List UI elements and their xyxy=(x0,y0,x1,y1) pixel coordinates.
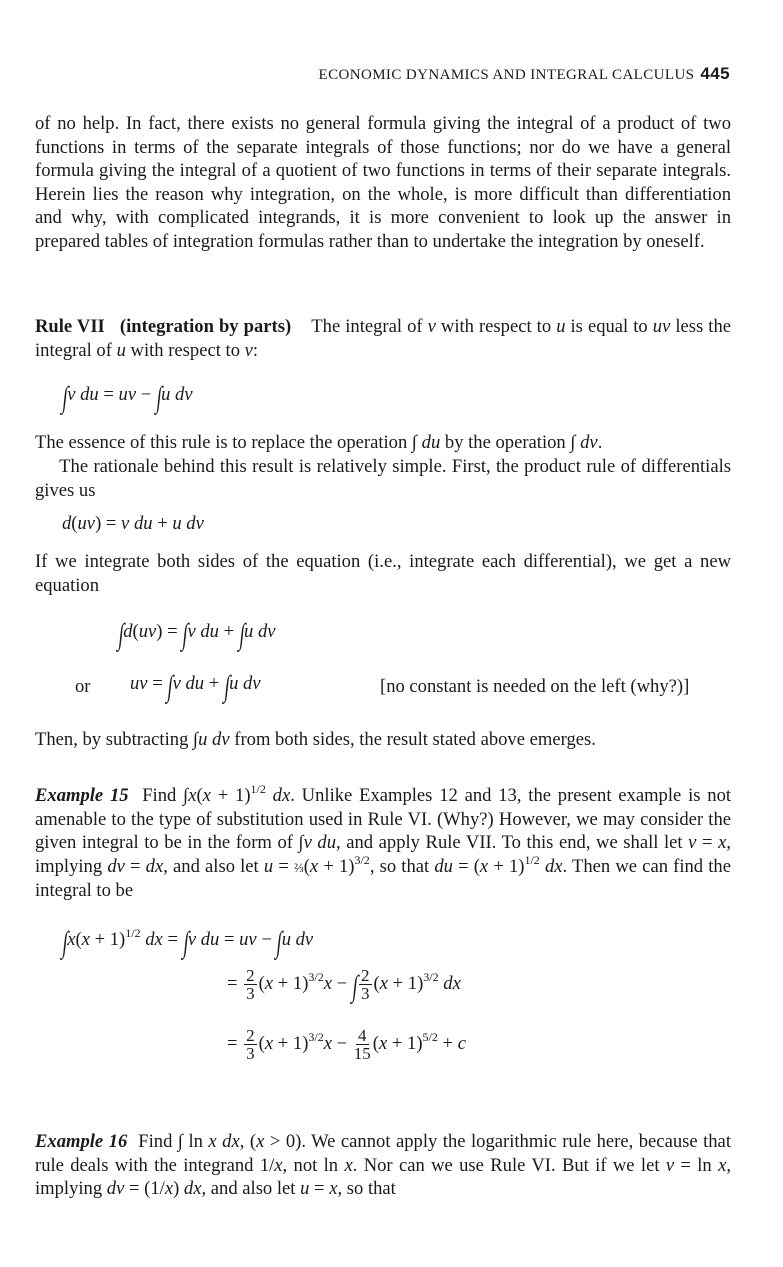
equation-ex15-line3: = $\frac{2}{3}$ $(x + 1)^{3/2}x$ − $\frac{4}{15}$ $(x + 1)^{5/2} + c$ xyxy=(227,1026,466,1063)
example-text: , implying xyxy=(35,1154,731,1200)
example-text: . Unlike Examples 12 and 13, the present example is not amenable to the type of substitution used in Rule VI. (Why?) However, we may consider the given integral to be in the form of xyxy=(35,785,732,854)
example-text: Find xyxy=(142,785,177,806)
page-number: 445 xyxy=(700,64,730,83)
example-15: Example 15 Find $\int x(x + 1)^{1/2}$ dx. Unlike Examples 12 and 13, the present example is not amenable to the type of substitution used in Rule VI. (Why?) However, we may consider the given integral to be in the form of ∫v du, and apply Rule VII. To this end, we shall let v = x, implying dv = dx, and also let u = ⅔(x + 1)$^{3/2}$, so that du = $(x + 1)^{1/2}$ dx. Then we can find the integral to be xyxy=(35,782,732,902)
equation-ex15-line1: $\int x(x + 1)^{1/2}$ dx = ∫v du = uv − ∫u dv xyxy=(60,926,314,959)
example-text: , and apply Rule VII. To this end, we shall let xyxy=(336,832,689,854)
equation-integrated: ∫d(uv) = ∫v du + ∫u dv xyxy=(116,618,276,651)
paragraph-rationale: The rationale behind this result is relatively simple. First, the product rule of differentials gives us xyxy=(35,456,731,501)
example-16: Example 16 Find ∫ ln x dx, (x > 0). We cannot apply the logarithmic rule here, because that rule deals with the integrand 1/x, not ln x. Nor can we use Rule VI. But if we let v = ln x, implying dv = (1/x) dx, and also let u = x, so that xyxy=(35,1131,731,1200)
rule-text: : xyxy=(252,339,259,361)
essence-text: by the operation xyxy=(440,432,571,453)
running-header xyxy=(319,64,730,84)
rule-vii-statement: Rule VII (integration by parts) The integral of v with respect to u is equal to uv less the integral of u with respect to v: xyxy=(35,316,732,361)
example-16-label: Example 16 xyxy=(35,1131,128,1152)
rule-title: Rule VII xyxy=(35,316,105,337)
essence-text: The essence of this rule is to replace the operation xyxy=(35,432,412,453)
example-text: . We cannot apply the logarithmic rule here, because that rule deals with the integrand xyxy=(35,1131,731,1176)
example-text: , implying xyxy=(35,832,731,877)
paragraph-subtract: Then, by subtracting ∫u dv from both sides, the result stated above emerges. xyxy=(35,729,596,750)
example-text: , not xyxy=(282,1154,324,1176)
equation-integration-by-parts: ∫v du = uv − ∫u dv xyxy=(60,381,193,414)
example-text: , so that xyxy=(369,855,435,877)
running-title: ECONOMIC DYNAMICS AND INTEGRAL CALCULUS xyxy=(318,67,695,83)
example-text: Find xyxy=(138,1131,173,1152)
paragraph-essence: The essence of this rule is to replace the operation ∫ du by the operation ∫ dv. xyxy=(35,432,603,453)
paragraph-intro: of no help. In fact, there exists no general formula giving the integral of a product of two functions in terms of the separate integrals of those functions; nor do we have a general formula giving the integral of a quotient of two functions in terms of their separate integrals. Herein lies the reason why integration, on the whole, is more difficult than differentiation and why, with complicated integrands, it is more convenient to look up the answer in prepared tables of integration formulas rather than to undertake the integration by oneself. xyxy=(35,113,731,252)
equation-uv: uv = ∫v du + ∫u dv xyxy=(130,670,261,703)
rule-text: The integral of xyxy=(311,316,428,337)
subtract-text: from both sides, the result stated above emerges. xyxy=(229,729,596,750)
example-text: , and also let xyxy=(201,1178,301,1200)
example-15-label: Example 15 xyxy=(35,785,129,806)
rule-text: with respect to xyxy=(125,339,245,361)
rule-subtitle: (integration by parts) xyxy=(119,316,292,337)
rule-text: less the integral of xyxy=(35,316,732,361)
bracket-note: [no constant is needed on the left (why?)] xyxy=(380,676,690,697)
example-text: , and also let xyxy=(163,855,264,877)
rule-text: is equal to xyxy=(565,316,653,337)
example-text: . Nor can we use Rule VI. But if we let xyxy=(352,1154,666,1176)
paragraph-integrate: If we integrate both sides of the equation (i.e., integrate each differential), we get a new equation xyxy=(35,551,731,596)
example-text: , so that xyxy=(337,1178,396,1200)
equation-ex15-line2: = $\frac{2}{3}$ $(x + 1)^{3/2}x$ − ∫ $\frac{2}{3}$ $(x + 1)^{3/2}$ dx xyxy=(227,966,461,1003)
example-text: . Then we can find the integral to be xyxy=(35,855,731,902)
equation-product-rule: d(uv) = v du + u dv xyxy=(62,513,204,534)
subtract-text: Then, by subtracting xyxy=(35,729,194,750)
rule-text: with respect to xyxy=(435,316,557,337)
or-label: or xyxy=(75,676,91,697)
